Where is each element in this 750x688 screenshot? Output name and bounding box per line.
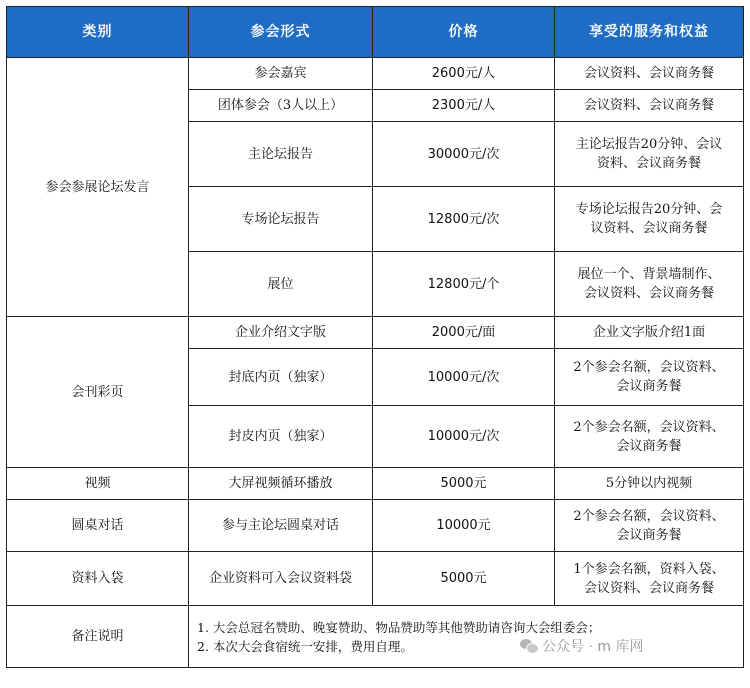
note-line: 2. 本次大会食宿统一安排，费用自理。 <box>197 638 413 654</box>
header-form: 参会形式 <box>189 7 373 58</box>
benefits-cell: 1个参会名额，资料入袋、 会议资料、会议商务餐 <box>555 552 744 606</box>
price-cell: 10000元 <box>373 500 555 552</box>
note-line: 1. 大会总冠名赞助、晚宴赞助、物品赞助等其他赞助请咨询大会组委会； <box>197 619 601 635</box>
category-cell: 圆桌对话 <box>7 500 189 552</box>
form-cell: 主论坛报告 <box>189 122 373 187</box>
price-cell: 2600元/人 <box>373 58 555 90</box>
benefits-cell: 会议资料、会议商务餐 <box>555 58 744 90</box>
price-cell: 12800元/个 <box>373 252 555 317</box>
form-cell: 参与主论坛圆桌对话 <box>189 500 373 552</box>
form-cell: 大屏视频循环播放 <box>189 468 373 500</box>
benefits-cell: 专场论坛报告20分钟、会 议资料、会议商务餐 <box>555 187 744 252</box>
watermark <box>520 636 643 656</box>
table-row <box>7 317 744 349</box>
table-row <box>7 500 744 552</box>
notes-content <box>189 606 744 668</box>
form-cell: 团体参会（3人以上） <box>189 90 373 122</box>
benefits-cell: 2个参会名额，会议资料、 会议商务餐 <box>555 500 744 552</box>
price-cell: 10000元/次 <box>373 349 555 406</box>
category-cell: 参会参展论坛发言 <box>7 58 189 317</box>
benefits-cell: 展位一个、背景墙制作、 会议资料、会议商务餐 <box>555 252 744 317</box>
header-price: 价格 <box>373 7 555 58</box>
price-cell: 5000元 <box>373 552 555 606</box>
form-cell: 展位 <box>189 252 373 317</box>
table-row <box>7 468 744 500</box>
header-category: 类别 <box>7 7 189 58</box>
benefits-cell: 2个参会名额，会议资料、 会议商务餐 <box>555 406 744 468</box>
form-cell: 参会嘉宾 <box>189 58 373 90</box>
category-cell: 视频 <box>7 468 189 500</box>
benefits-cell: 企业文字版介绍1面 <box>555 317 744 349</box>
form-cell: 封底内页（独家） <box>189 349 373 406</box>
benefits-cell: 会议资料、会议商务餐 <box>555 90 744 122</box>
header-benefits: 享受的服务和权益 <box>555 7 744 58</box>
category-cell: 资料入袋 <box>7 552 189 606</box>
price-cell: 30000元/次 <box>373 122 555 187</box>
form-cell: 专场论坛报告 <box>189 187 373 252</box>
benefits-cell: 主论坛报告20分钟、会议 资料、会议商务餐 <box>555 122 744 187</box>
table-row <box>7 552 744 606</box>
wechat-icon <box>520 638 538 654</box>
form-cell: 封皮内页（独家） <box>189 406 373 468</box>
header-row <box>7 7 744 58</box>
pricing-table <box>6 6 744 668</box>
notes-label: 备注说明 <box>7 606 189 668</box>
price-cell: 10000元/次 <box>373 406 555 468</box>
category-cell: 会刊彩页 <box>7 317 189 468</box>
benefits-cell: 2个参会名额，会议资料、 会议商务餐 <box>555 349 744 406</box>
watermark-text: 公众号 · m 库网 <box>542 639 644 655</box>
table-row <box>7 58 744 90</box>
price-cell: 2300元/人 <box>373 90 555 122</box>
form-cell: 企业介绍文字版 <box>189 317 373 349</box>
benefits-cell: 5分钟以内视频 <box>555 468 744 500</box>
price-cell: 2000元/面 <box>373 317 555 349</box>
price-cell: 5000元 <box>373 468 555 500</box>
form-cell: 企业资料可入会议资料袋 <box>189 552 373 606</box>
price-cell: 12800元/次 <box>373 187 555 252</box>
